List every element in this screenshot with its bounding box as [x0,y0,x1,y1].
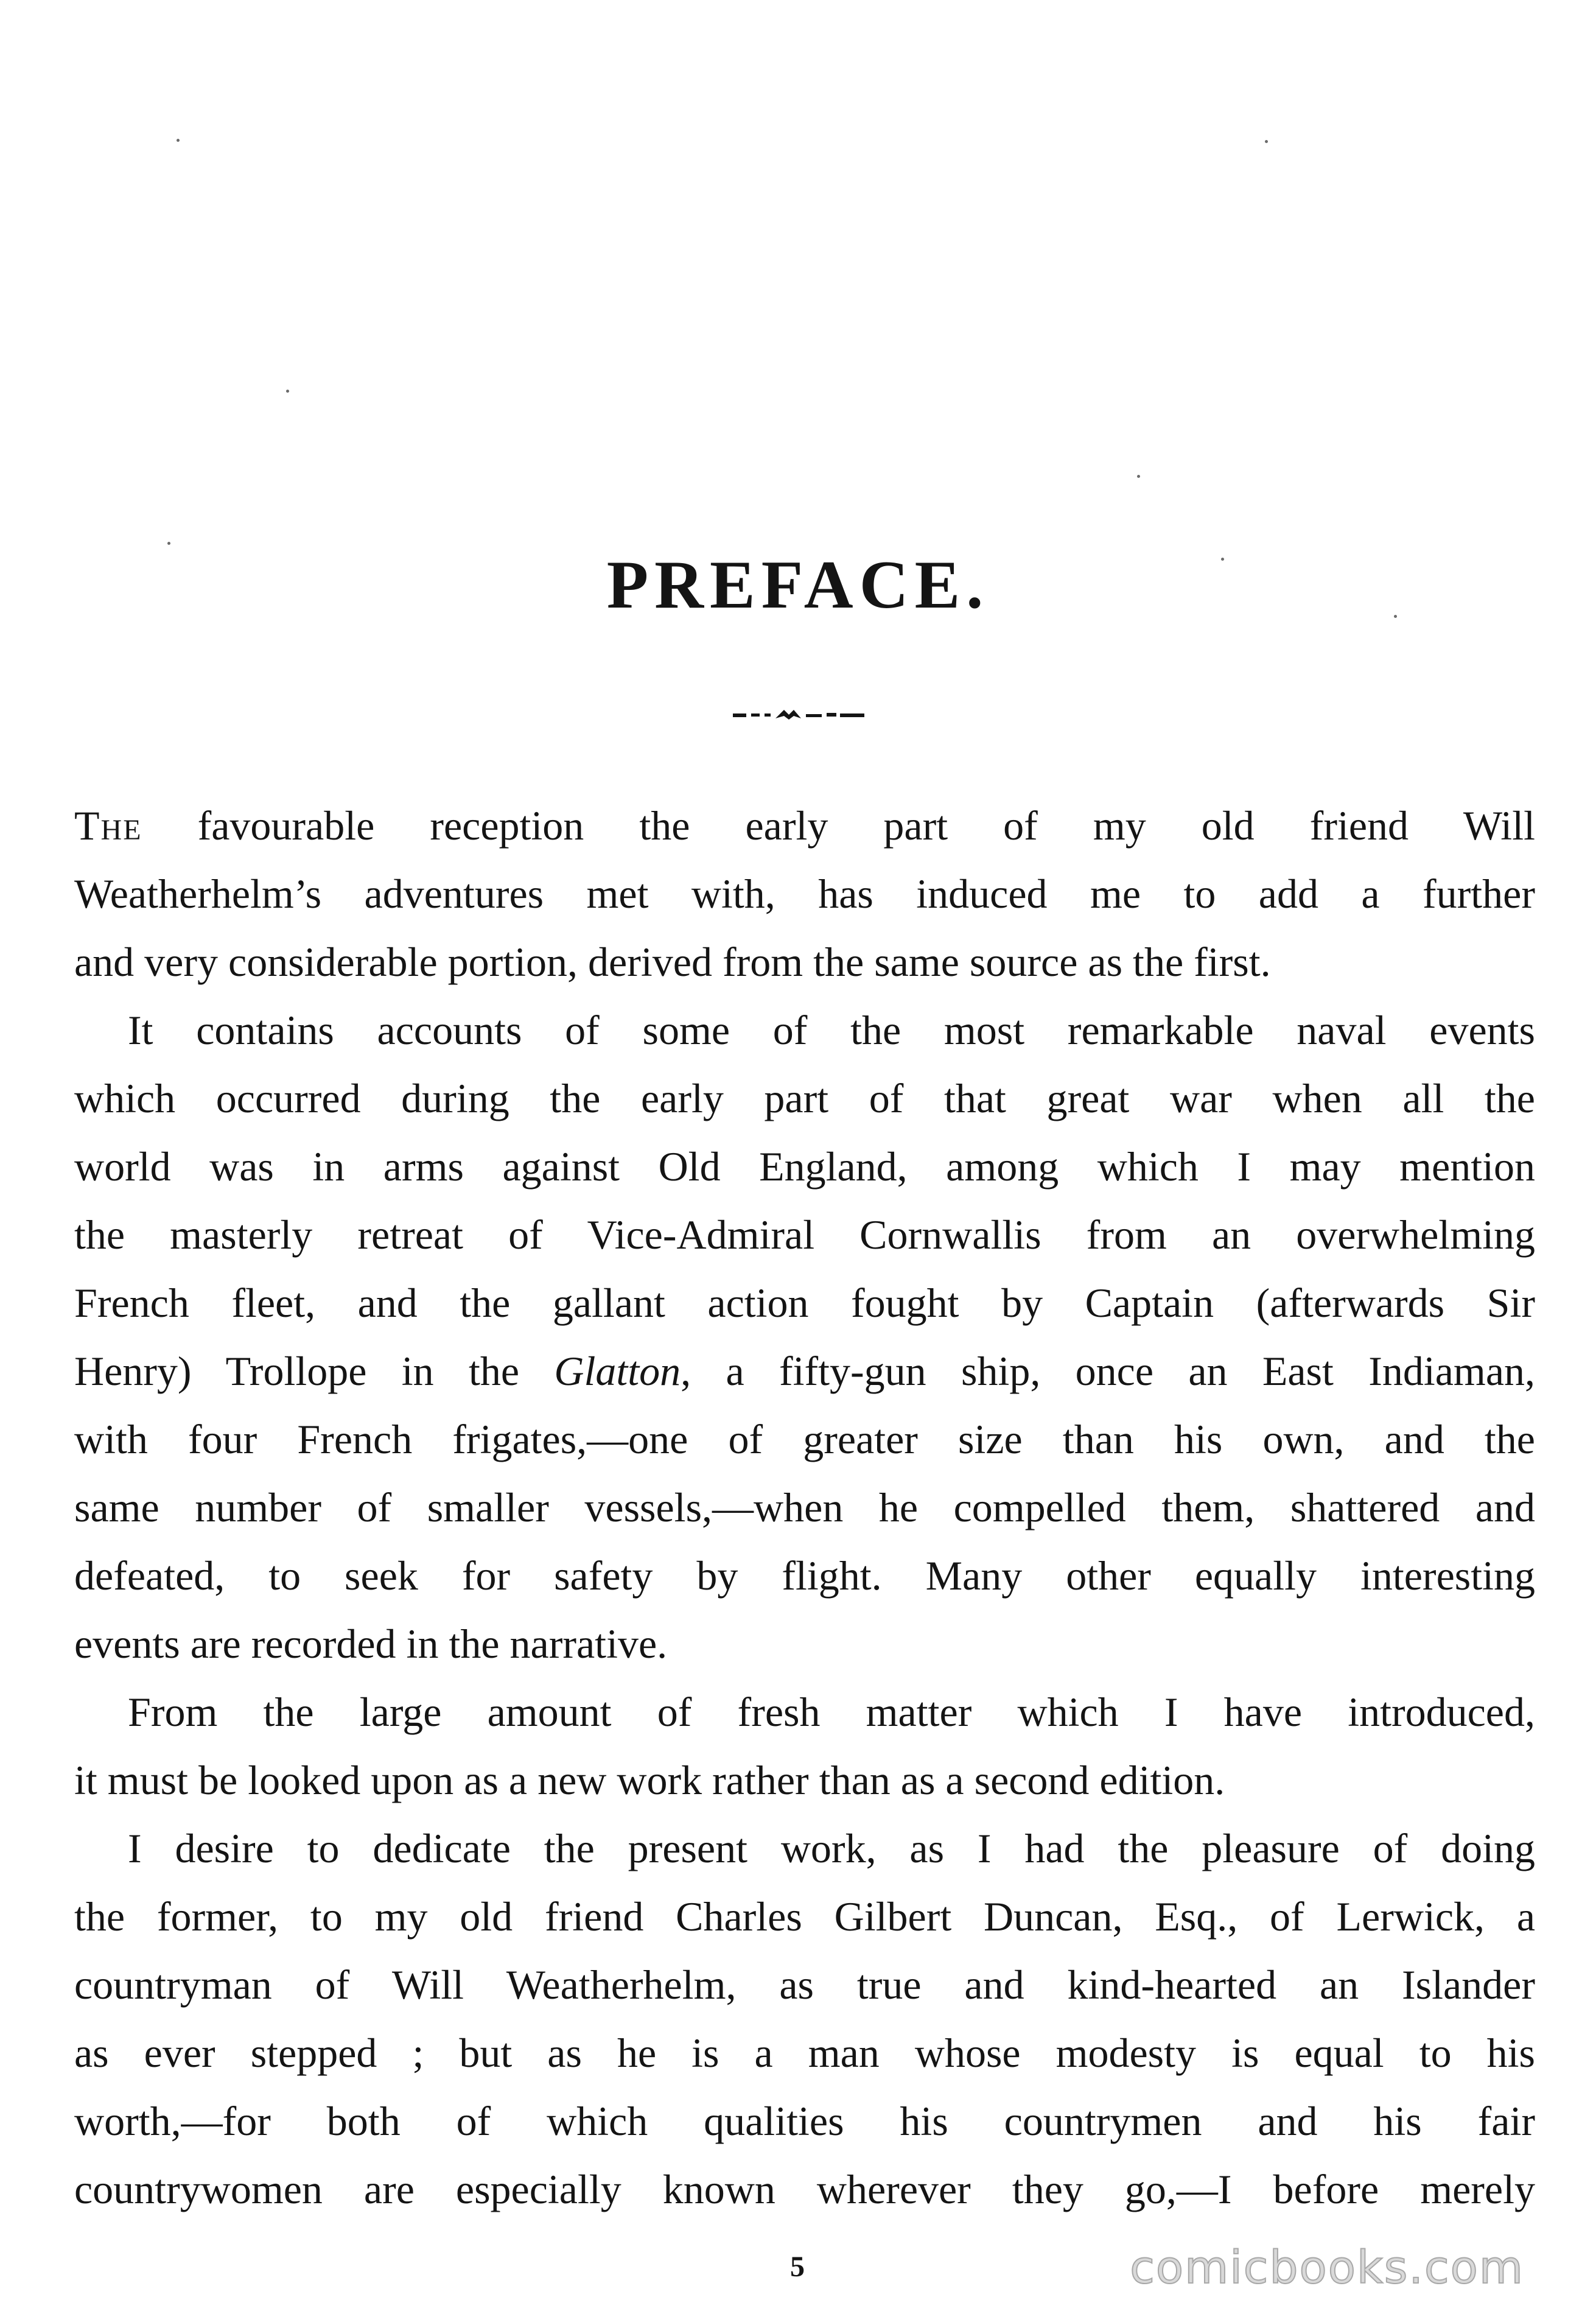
preface-body [74,791,1535,2223]
text-line: same number of smaller vessels,—when he compelled them, shattered and [74,1484,1535,1530]
paragraph-3 [74,1678,1535,1814]
text-line: Weatherhelm’s adventures met with, has induced me to add a further [74,871,1535,917]
text-line: and very considerable portion, derived from the same source as the first. [74,939,1271,985]
paragraph-1 [74,791,1535,996]
text-line [74,1337,1535,1405]
text-line: the former, to my old friend Charles Gilbert Duncan, Esq., of Lerwick, a [74,1893,1535,1940]
text-line [74,791,1535,860]
paragraph-4 [74,1814,1535,2223]
lead-word: The [74,802,142,849]
line-text: , a fifty-gun ship, once an East Indiaman, [681,1348,1536,1394]
page-speck [1137,475,1140,478]
text-line: the masterly retreat of Vice-Admiral Cornwallis from an overwhelming [74,1211,1535,1258]
text-line: defeated, to seek for safety by flight. Many other equally interesting [74,1552,1535,1599]
ship-name: Glatton [554,1348,681,1394]
page-speck [1265,140,1268,143]
page-speck [286,390,289,393]
text-line: world was in arms against Old England, among which I may mention [74,1143,1535,1190]
text-line: countrywomen are especially known wherever they go,—I before merely [74,2166,1535,2212]
text-line: I desire to dedicate the present work, as I had the pleasure of doing [128,1825,1535,1871]
text-line: From the large amount of fresh matter which I have introduced, [128,1689,1535,1735]
text-line: it must be looked upon as a new work rather than as a second edition. [74,1757,1225,1803]
line-text: Henry) Trollope in the [74,1348,555,1394]
page-speck [167,542,170,545]
page-title: PREFACE. [606,547,990,623]
line-text: favourable reception the early part of my old friend Will [142,802,1535,849]
site-watermark: comicbooks.com [1130,2242,1524,2294]
text-line: countryman of Will Weatherhelm, as true and kind-hearted an Islander [74,1962,1535,2008]
paragraph-2 [74,996,1535,1678]
text-line: worth,—for both of which qualities his countrymen and his fair [74,2098,1535,2144]
text-line: French fleet, and the gallant action fought by Captain (afterwards Sir [74,1280,1535,1326]
ornament-rule [730,706,870,724]
text-line: events are recorded in the narrative. [74,1621,668,1667]
text-line: as ever stepped ; but as he is a man whose modesty is equal to his [74,2030,1535,2076]
page-number: 5 [790,2251,805,2283]
text-line: which occurred during the early part of that great war when all the [74,1075,1535,1121]
text-line: with four French frigates,—one of greater size than his own, and the [74,1416,1535,1462]
text-line: It contains accounts of some of the most remarkable naval events [128,1007,1535,1053]
page-speck [177,139,180,142]
